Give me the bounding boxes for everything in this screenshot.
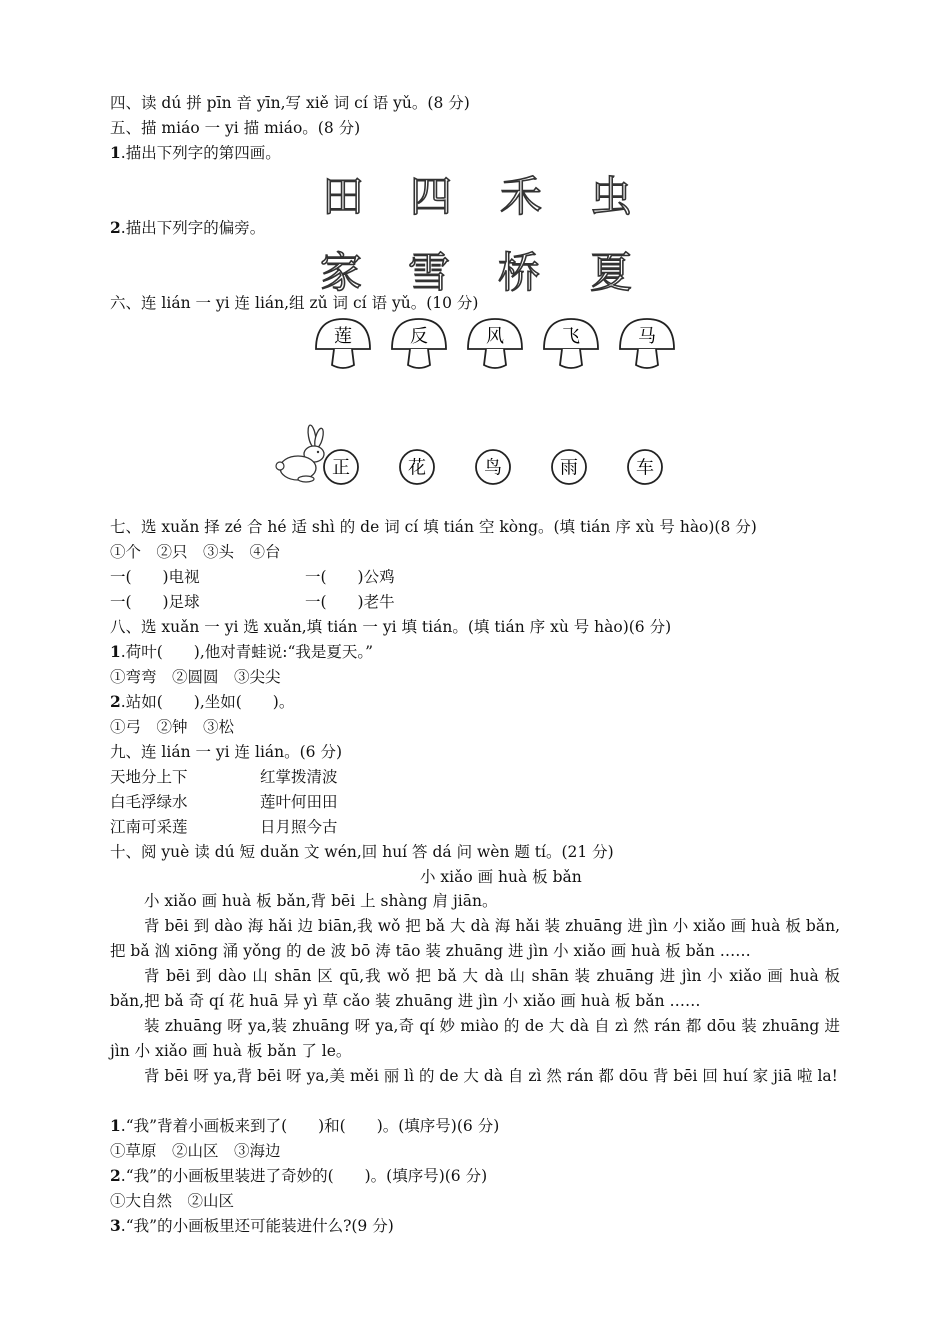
trace-char: 四 xyxy=(410,172,453,221)
mushroom-char: 反 xyxy=(410,326,428,347)
circle-char: 车 xyxy=(636,457,654,479)
story-paragraph: 背 bēi 呀 ya,背 bēi 呀 ya,美 měi 丽 lì 的 de 大 dà 自 zì 然 rán 都 dōu 背 bēi 回 huí 家 jiā 啦 la! xyxy=(144,1067,838,1085)
poem-line-right: 红掌拨清波 xyxy=(260,768,338,786)
q10-q1-text: .“我”背着小画板来到了( )和( )。(填序号)(6 分) xyxy=(120,1117,500,1135)
q5-title: 五、描 miáo 一 yi 描 miáo。(8 分) xyxy=(110,119,361,137)
story-body xyxy=(110,889,840,1089)
trace-char: 夏 xyxy=(590,248,633,297)
q8-s2-options: ①弓 ②钟 ③松 xyxy=(110,718,235,736)
circle-char: 鸟 xyxy=(484,457,502,479)
q8-s1-number: 1 xyxy=(110,642,121,661)
story-paragraph: 小 xiǎo 画 huà 板 bǎn,背 bēi 上 shàng 肩 jiān。 xyxy=(144,892,498,910)
q8-s1 xyxy=(110,642,373,662)
q10-q3-text: .“我”的小画板里还可能装进什么?(9 分) xyxy=(120,1217,394,1235)
circle-char-icon xyxy=(550,448,588,486)
circle-char: 正 xyxy=(332,457,350,479)
q5-sub2 xyxy=(110,218,265,238)
trace-char: 桥 xyxy=(498,248,541,297)
q5-sub1-text: .描出下列字的第四画。 xyxy=(120,144,281,162)
q5-sub2-text: .描出下列字的偏旁。 xyxy=(120,219,266,237)
q8-s2-text: .站如( ),坐如( )。 xyxy=(120,693,295,711)
q8-s1-text: .荷叶( ),他对青蛙说:“我是夏天。” xyxy=(120,643,374,661)
mushroom-char: 飞 xyxy=(562,326,580,347)
q9-title: 九、连 lián 一 yi 连 lián。(6 分) xyxy=(110,743,343,761)
q7-options: ①个 ②只 ③头 ④台 xyxy=(110,543,281,561)
q10-q2-text: .“我”的小画板里装进了奇妙的( )。(填序号)(6 分) xyxy=(120,1167,488,1185)
q10-q2-number: 2 xyxy=(110,1166,121,1185)
poem-line-left: 白毛浮绿水 xyxy=(110,793,188,811)
poem-line-right: 莲叶何田田 xyxy=(260,793,338,811)
mushroom-icon xyxy=(312,315,374,373)
trace-char: 田 xyxy=(322,172,365,221)
q10-q1 xyxy=(110,1116,499,1136)
q7-item: 一( )足球 xyxy=(110,593,200,611)
mushroom-char: 风 xyxy=(486,326,504,347)
poem-line-left: 天地分上下 xyxy=(110,768,188,786)
story-paragraph: 装 zhuāng 呀 ya,装 zhuāng 呀 ya,奇 qí 妙 miào 的 de 大 dà 自 zì 然 rán 都 dōu 装 zhuāng 进 jìn 小 xiǎo 画 huà 板 bǎn 了 le。 xyxy=(110,1017,840,1060)
mushroom-icon xyxy=(616,315,678,373)
circle-char-icon xyxy=(626,448,664,486)
poem-line-left: 江南可采莲 xyxy=(110,818,188,836)
q8-s2 xyxy=(110,692,294,712)
q7-title: 七、选 xuǎn 择 zé 合 hé 适 shì 的 de 词 cí 填 tián 空 kòng。(填 tián 序 xù 号 hào)(8 分) xyxy=(110,518,757,536)
q10-q2 xyxy=(110,1166,487,1186)
q10-q1-number: 1 xyxy=(110,1116,121,1135)
circle-char: 花 xyxy=(408,457,426,479)
story-paragraph: 背 bēi 到 dào 海 hǎi 边 biān,我 wǒ 把 bǎ 大 dà 海 hǎi 装 zhuāng 进 jìn 小 xiǎo 画 huà 板 bǎn,把 bǎ 汹 xiōng 涌 yǒng 的 de 波 bō 涛 tāo 装 zhuāng 进 jìn 小 xiǎo 画 huà 板 bǎn …… xyxy=(110,917,840,960)
rabbit-icon xyxy=(272,424,328,486)
circle-char-icon xyxy=(398,448,436,486)
q10-q2-options: ①大自然 ②山区 xyxy=(110,1192,235,1210)
circle-char-icon xyxy=(474,448,512,486)
mushroom-char: 莲 xyxy=(334,326,352,347)
q5-sub2-number: 2 xyxy=(110,218,121,237)
trace-char: 家 xyxy=(320,248,363,297)
q6-title: 六、连 lián 一 yi 连 lián,组 zǔ 词 cí 语 yǔ。(10 分) xyxy=(110,294,479,312)
circle-char: 雨 xyxy=(560,457,578,479)
story-paragraph: 背 bēi 到 dào 山 shān 区 qū,我 wǒ 把 bǎ 大 dà 山 shān 装 zhuāng 进 jìn 小 xiǎo 画 huà 板 bǎn,把 bǎ 奇 qí 花 huā 异 yì 草 cǎo 装 zhuāng 进 jìn 小 xiǎo 画 huà 板 bǎn …… xyxy=(110,967,840,1010)
q10-q3-number: 3 xyxy=(110,1216,121,1235)
mushroom-icon xyxy=(464,315,526,373)
story-title: 小 xiǎo 画 huà 板 bǎn xyxy=(420,868,582,886)
mushroom-icon xyxy=(388,315,450,373)
q5-sub1 xyxy=(110,143,281,163)
q8-s2-number: 2 xyxy=(110,692,121,711)
q10-q1-options: ①草原 ②山区 ③海边 xyxy=(110,1142,281,1160)
q7-item: 一( )老牛 xyxy=(305,593,395,611)
trace-char: 雪 xyxy=(408,248,451,297)
q10-q3 xyxy=(110,1216,394,1236)
q4-title: 四、读 dú 拼 pīn 音 yīn,写 xiě 词 cí 语 yǔ。(8 分) xyxy=(110,94,470,112)
mushroom-icon xyxy=(540,315,602,373)
trace-char: 禾 xyxy=(500,172,543,221)
q5-sub1-number: 1 xyxy=(110,143,121,162)
q8-title: 八、选 xuǎn 一 yi 选 xuǎn,填 tián 一 yi 填 tián。(填 tián 序 xù 号 hào)(6 分) xyxy=(110,618,672,636)
circle-char-icon xyxy=(322,448,360,486)
q8-s1-options: ①弯弯 ②圆圆 ③尖尖 xyxy=(110,668,281,686)
q7-item: 一( )电视 xyxy=(110,568,200,586)
poem-line-right: 日月照今古 xyxy=(260,818,338,836)
q10-title: 十、阅 yuè 读 dú 短 duǎn 文 wén,回 huí 答 dá 问 wèn 题 tí。(21 分) xyxy=(110,843,614,861)
q7-item: 一( )公鸡 xyxy=(305,568,395,586)
mushroom-char: 马 xyxy=(638,326,656,347)
trace-char: 虫 xyxy=(590,172,633,221)
